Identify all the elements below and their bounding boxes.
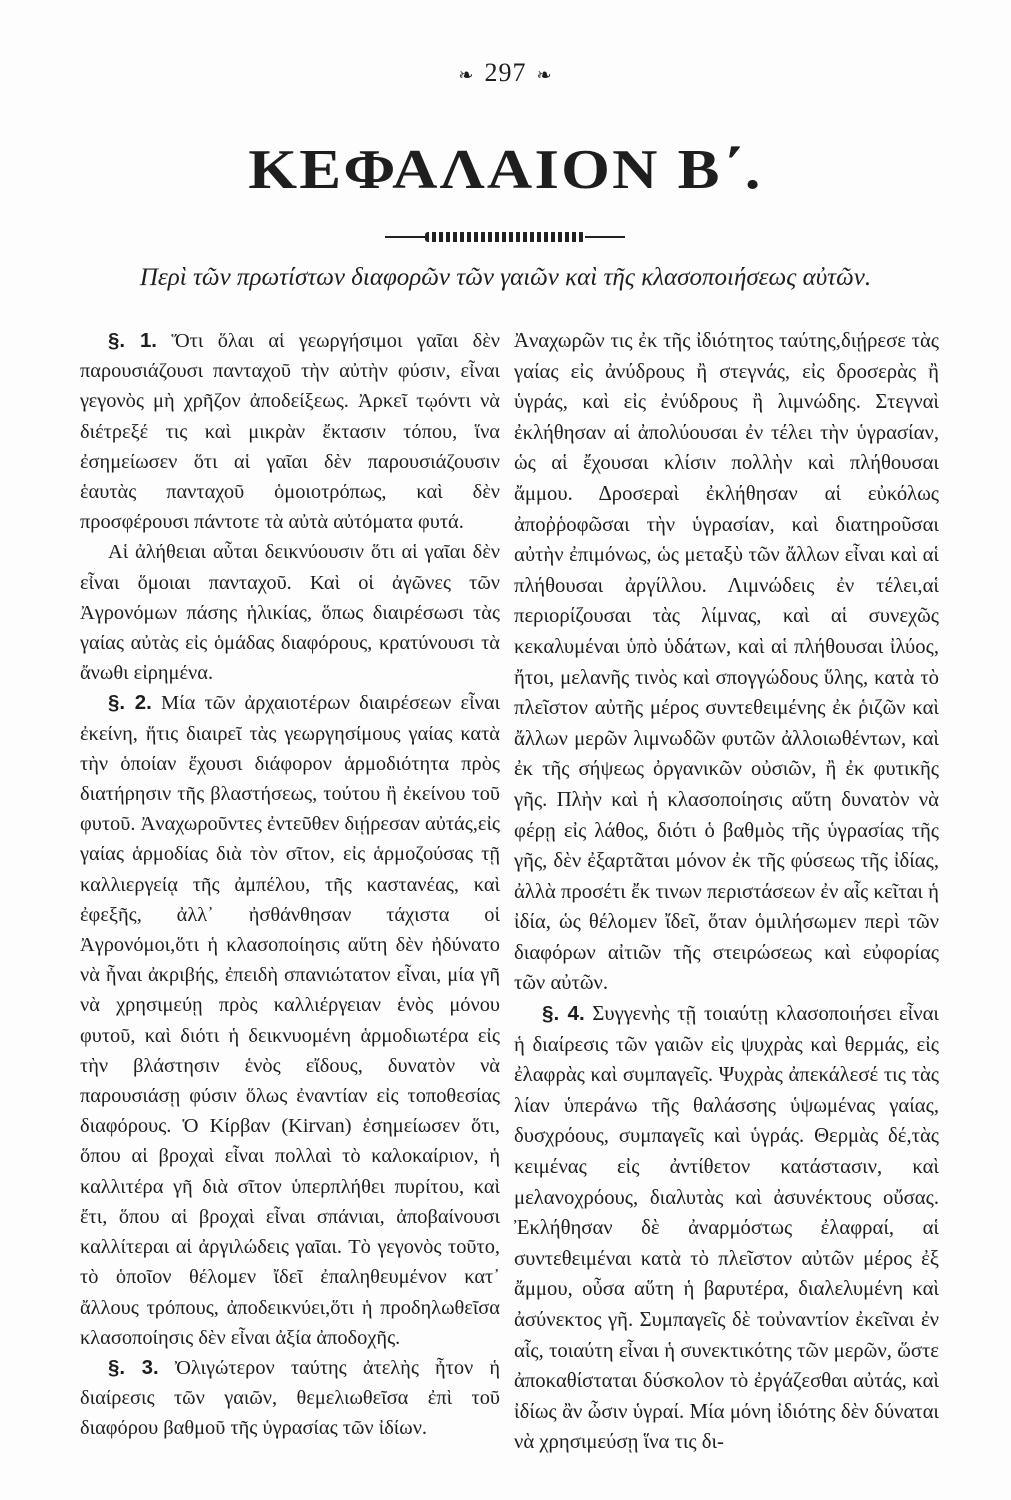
- paragraph: [514, 999, 939, 1458]
- section-number: §. 3.: [108, 1356, 159, 1379]
- section-number: §. 4.: [542, 1002, 585, 1026]
- section-number: §. 1.: [108, 330, 157, 352]
- left-column: [80, 326, 500, 1444]
- section-number: §. 2.: [108, 692, 152, 715]
- paragraph-text: Ἀναχωρῶν τις ἐκ τῆς ἰδιότητος ταύτης,διῄρεσε τὰς γαίας εἰς ἀνύδρους ἢ στεγνάς, εἰς δροσερὰς ἢ ὑγράς, καὶ εἰς ἐνύδρους ἢ λιμνώδης. Στεγναὶ ἐκλήθησαν αἱ ἀπολύουσαι ἐν τέλει τὴν ὑγρασίαν, ὡς αἱ ἔχουσαι κλίσιν πολλὴν καὶ πλήθουσαι ἄμμου. Δροσεραὶ ἐκλήθησαν αἱ εὐκόλως ἀποῤῥοφῶσαι τὴν ὑγρασίαν, καὶ διατηροῦσαι αὐτὴν ἐπιμόνως, ὡς μεταξὺ τῶν ἄλλων εἶναι καὶ αἱ πλήθουσαι ἀργίλλου. Λιμνώδεις ἐν τέλει,αἱ περιορίζουσαι τὰς λίμνας, καὶ αἱ συνεχῶς κεκαλυμέναι ὑπὸ ὑδάτων, καὶ αἱ πλήθουσαι ἰλύος, ἤτοι, μελανῆς τινὸς καὶ σπογγώδους ὕλης, κατὰ τὸ πλεῖστον αὐτῆς μέρος συντεθειμένης ἐκ ῥιζῶν καὶ ἄλλων μερῶν λιμνωδῶν φυτῶν ἀλλοιωθέντων, καὶ ἐκ τῆς σήψεως ὀργανικῶν οὐσιῶν, ἢ ἐκ φυτικῆς γῆς. Πλὴν καὶ ἡ κλασοποίησις αὕτη δυνατὸν νὰ φέρῃ εἰς λάθος, διότι ὁ βαθμὸς τῆς ὑγρασίας τῆς γῆς, δὲν ἐξαρτᾶται μόνον ἐκ τῆς φύσεως τῆς ἰδίας, ἀλλὰ προσέτι ἔκ τινων περιστάσεων ἐν αἷς κεῖται ἡ ἰδία, ὡς θέλομεν ἴδεῖ, ὅταν ὁμιλήσωμεν περὶ τῶν διαφόρων αἰτιῶν τῆς στειρώσεως καὶ εὐφορίας τῶν αὐτῶν.: [514, 330, 939, 995]
- paragraph: [80, 688, 500, 1352]
- ornament-right-icon: ❧: [536, 64, 553, 85]
- paragraph: [80, 537, 500, 688]
- paragraph-text: Ὀλιγώτερον ταύτης ἀτελὴς ἦτον ἡ διαίρεσις τῶν γαιῶν, θεμελιωθεῖσα ἐπὶ τοῦ διαφόρου βαθμοῦ τῆς ὑγρασίας τῶν ἰδίων.: [80, 1356, 500, 1440]
- decorative-rule: [385, 232, 625, 242]
- page-number: [0, 58, 1011, 88]
- paragraph-text: Συγγενὴς τῇ τοιαύτῃ κλασοποιήσει εἶναι ἡ διαίρεσις τῶν γαιῶν εἰς ψυχρὰς καὶ θερμάς, εἰς ἐλαφρὰς καὶ συμπαγεῖς. Ψυχρὰς ἀπεκάλεσέ τις τὰς λίαν ὑπεράνω τῆς θαλάσσης ὑψωμένας γαίας, δυσχρόους, συμπαγεῖς καὶ ὑγράς. Θερμὰς δέ,τὰς κειμένας εἰς ἀντίθετον κατάστασιν, καὶ μελανοχρόους, διαλυτὰς καὶ ἀσυνέκτους οὔσας. Ἐκλήθησαν δὲ ἀναρμόστως ἐλαφραί, αἱ συντεθειμέναι κατὰ τὸ πλεῖστον αὐτῶν μέρος ἐξ ἄμμου, οὖσα αὕτη ἡ βαρυτέρα, διαλελυμένη καὶ ἀσύνεκτος γῆ. Συμπαγεῖς δὲ τοὐναντίον ἐκεῖναι ἐν αἷς, τοιαύτη εἶναι ἡ συνεκτικότης τῶν μερῶν, ὥστε ἀποκαθίσταται δύσκολον τὸ ἐργάζεσθαι αὐτάς, καὶ ἰδίως ἂν ὦσιν ὑγραί. Μία μόνη ἰδιότης δὲν δύναται νὰ χρησιμεύσῃ ἵνα τις δι-: [514, 1003, 939, 1454]
- chapter-subtitle: Περὶ τῶν πρωτίστων διαφορῶν τῶν γαιῶν καὶ τῆς κλασοποιήσεως αὐτῶν.: [139, 264, 872, 291]
- chapter-title: ΚΕΦΑΛΑΙΟΝ Β΄.: [248, 139, 763, 201]
- paragraph-text: Αἱ ἀλήθειαι αὗται δεικνύουσιν ὅτι αἱ γαῖαι δὲν εἶναι ὅμοιαι πανταχοῦ. Καὶ οἱ ἀγῶνες τῶν Ἀγρονόμων πάσης ἡλικίας, ὅπως διαιρέσωσι τὰς γαίας αὐτὰς εἰς ὁμάδας διαφόρους, κρατύνουσι τὰ ἄνωθι εἰρημένα.: [80, 541, 500, 685]
- page-number-text: 297: [484, 58, 527, 87]
- paragraph: [514, 326, 939, 999]
- paragraph-text: Μία τῶν ἀρχαιοτέρων διαιρέσεων εἶναι ἐκείνη, ἥτις διαιρεῖ τὰς γεωργησίμους γαίας κατὰ τὴν ὁποίαν ἔχουσι διάφορον ἁρμοδιότητα πρὸς διατήρησιν τῆς βλαστήσεως, τούτου ἢ ἐκείνου τοῦ φυτοῦ. Ἀναχωροῦντες ἐντεῦθεν διῄρεσαν αὐτάς,εἰς γαίας ἁρμοδίας διὰ τὸν σῖτον, εἰς ἁρμοζούσας τῇ καλλιεργείᾳ τῆς ἀμπέλου, τῆς καστανέας, καὶ ἐφεξῆς, ἀλλ᾽ ἠσθάνθησαν τάχιστα οἱ Ἀγρονόμοι,ὅτι ἡ κλασοποίησις αὕτη δὲν ἠδύνατο νὰ ἦναι ἀκριβής, ἐπειδὴ σπανιώτατον εἶναι, μία γῆ νὰ χρησιμεύῃ πρὸς καλλιέργειαν ἑνὸς μόνου φυτοῦ, καὶ διότι ἡ δεικνυομένη ἁρμοδιωτέρα εἰς τὴν βλάστησιν ἑνὸς εἴδους, δυνατὸν νὰ παρουσιάσῃ φύσιν ὅλως ἐναντίαν εἰς τοποθεσίας διαφόρους. Ὁ Κίρβαν (Kirvan) ἐσημείωσεν ὅτι, ὅπου αἱ βροχαὶ εἶναι πολλαὶ τὸ καλοκαίριον, ἡ καλλιτέρα γῆ διὰ σῖτον ὑπερπλήθει πυρίτου, καὶ ἔτι, ὅπου αἱ βροχαὶ εἶναι σπάνιαι, ἀποβαίνουσι καλλίτεραι αἱ ἀργιλώδεις γαῖαι. Τὸ γεγονὸς τοῦτο, τὸ ὁποῖον θέλομεν ἴδεῖ ἐπαληθευμένον κατ᾽ ἄλλους τρόπους, ἀποδεικνύει,ὅτι ἡ προδηλωθεῖσα κλασοποίησις δὲν εἶναι ἀξία ἀποδοχῆς.: [80, 692, 500, 1349]
- paragraph: [80, 1353, 500, 1444]
- right-column: [514, 326, 939, 1458]
- paragraph-text: Ὅτι ὅλαι αἱ γεωργήσιμοι γαῖαι δὲν παρουσιάζουσι πανταχοῦ τὴν αὐτὴν φύσιν, εἶναι γεγονὸς μὴ χρῆζον ἀποδείξεως. Ἀρκεῖ τῳόντι νὰ διέτρεξέ τις καὶ μικρὰν ἔκτασιν τόπου, ἵνα ἐσημείωσεν ὅτι αἱ γαῖαι δὲν παρουσιάζουσιν ἑαυτὰς πανταχοῦ ὁμοιοτρόπως, καὶ δὲν προσφέρουσι πάντοτε τὰ αὐτὰ αὐτόματα φυτά.: [80, 330, 500, 534]
- paragraph: [80, 326, 500, 537]
- ornament-left-icon: ❧: [458, 64, 475, 85]
